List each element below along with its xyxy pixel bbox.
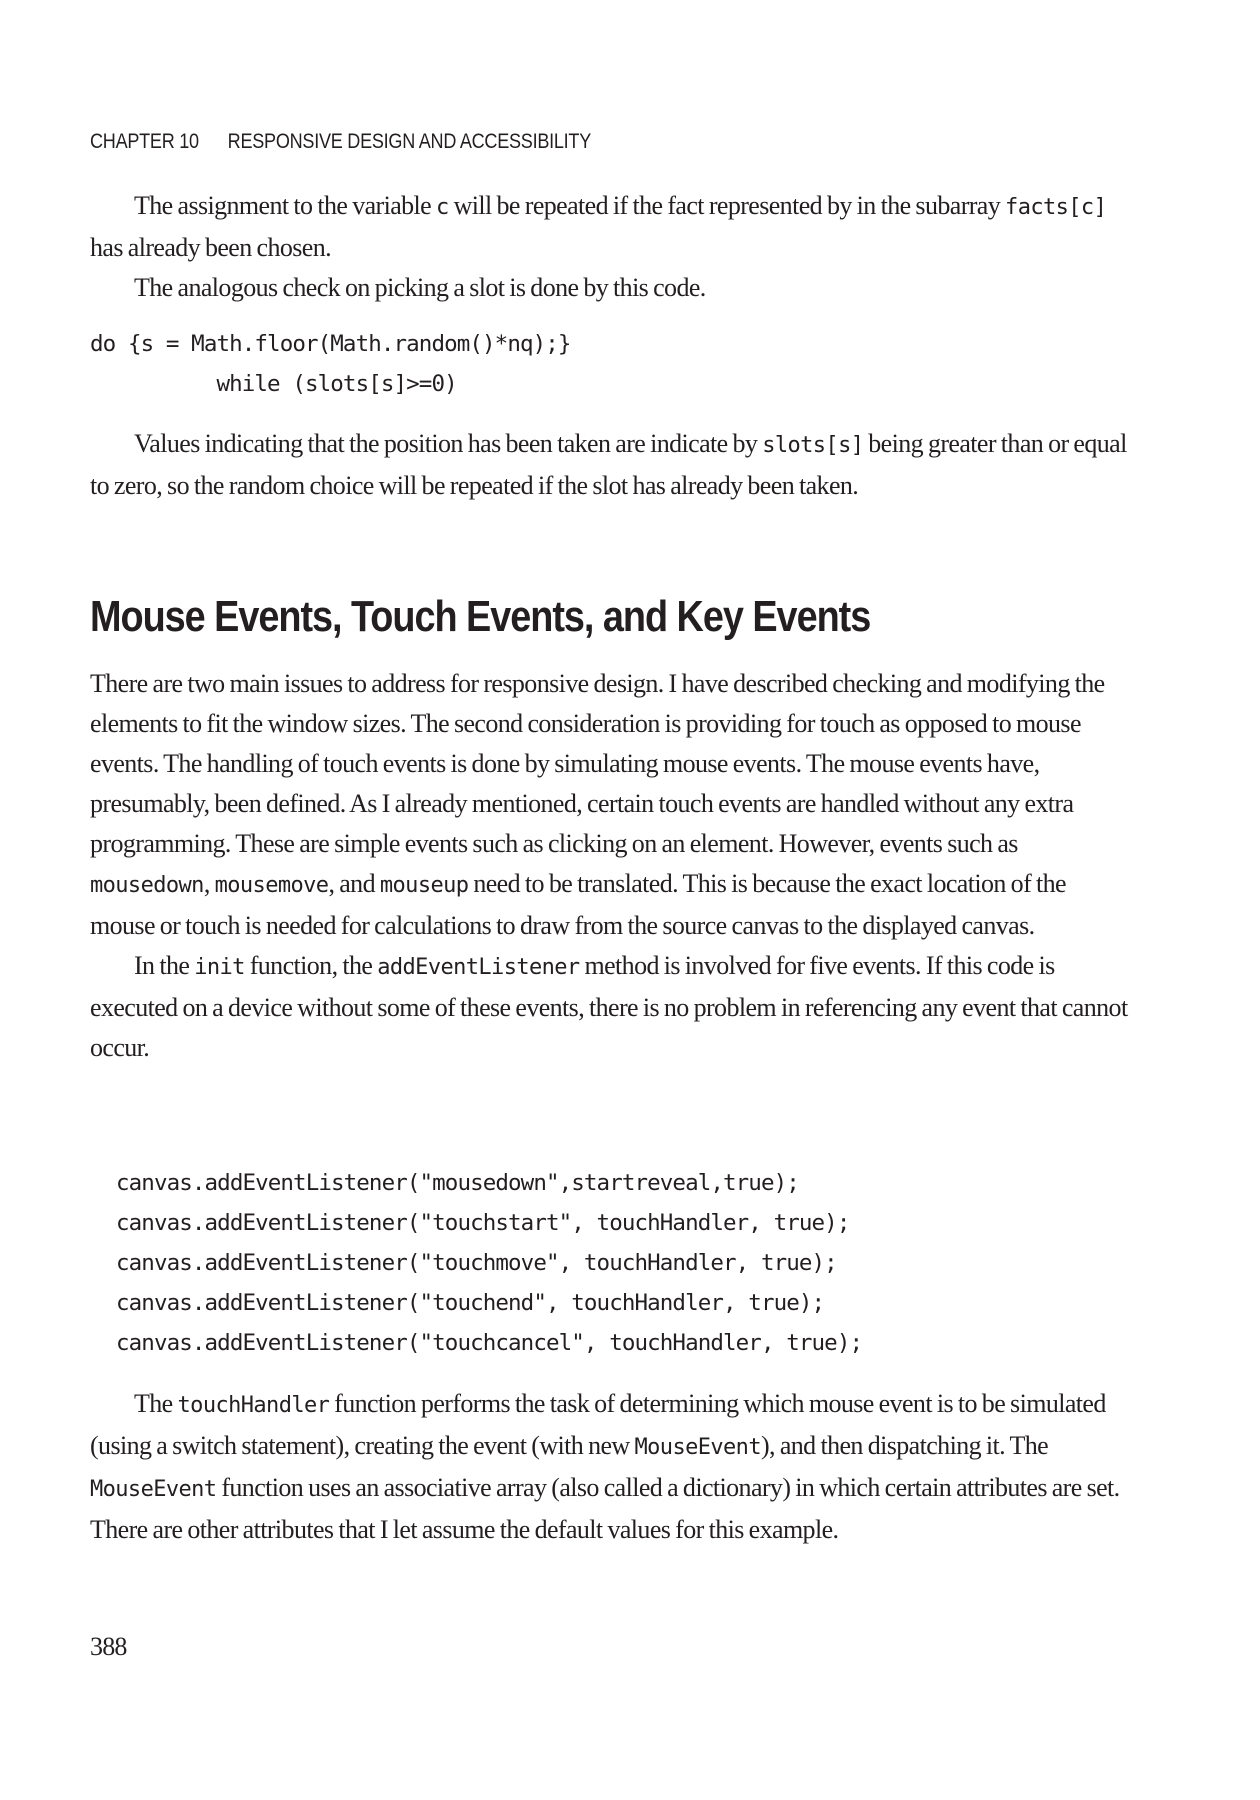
code-line: while (slots[s]>=0): [90, 371, 457, 397]
text: ,: [203, 869, 215, 898]
paragraph-init-function: [90, 946, 1130, 1068]
paragraph-analogous-check: The analogous check on picking a slot is done by this code.: [134, 273, 706, 302]
code-line: canvas.addEventListener("touchmove", touchHandler, true);: [116, 1250, 837, 1276]
inline-code: mousemove: [214, 873, 329, 898]
text: ), and then dispatching it. The: [760, 1431, 1049, 1460]
chapter-label: CHAPTER 10: [90, 130, 199, 153]
code-line: canvas.addEventListener("touchend", touchHandler, true);: [116, 1290, 825, 1316]
code-line: canvas.addEventListener("touchcancel", touchHandler, true);: [116, 1330, 863, 1356]
inline-code: touchHandler: [177, 1393, 330, 1418]
code-line: canvas.addEventListener("mousedown",startreveal,true);: [116, 1170, 799, 1196]
text: The assignment to the variable: [134, 191, 437, 220]
text: has already been chosen.: [90, 233, 332, 262]
section-heading: Mouse Events, Touch Events, and Key Events: [90, 592, 871, 641]
text: Values indicating that the position has been taken are indicate by: [134, 429, 763, 458]
paragraph-values-indicating: [90, 424, 1130, 506]
text: will be repeated if the fact represented by in the subarray: [448, 191, 1006, 220]
section-body: [90, 664, 1130, 1068]
inline-code: facts[c]: [1005, 195, 1107, 220]
text: The: [134, 1389, 178, 1418]
text: being greater than or equal to zero, so the random choice will be repeated if the slot has already been taken.: [90, 429, 1127, 500]
text: In the: [134, 951, 195, 980]
inline-code: MouseEvent: [90, 1477, 217, 1502]
text: function performs the task of determining which mouse event is to be simulated (using a switch statement), creating the event (with new: [90, 1389, 1106, 1460]
inline-code: slots[s]: [762, 433, 864, 458]
running-head: [90, 130, 591, 154]
chapter-title: RESPONSIVE DESIGN AND ACCESSIBILITY: [227, 130, 592, 153]
inline-code: mousedown: [90, 873, 204, 898]
text: need to be translated. This is because the exact location of the mouse or touch is needed for calculations to draw from the source canvas to the displayed canvas.: [90, 869, 1066, 940]
text: There are two main issues to address for responsive design. I have described checking and modifying the elements to fit the window sizes. The second consideration is providing for touch as opposed to mouse events. The handling of touch events is done by simulating mouse events. The mouse events have, presumably, been defined. As I already mentioned, certain touch events are handled without any extra programming. These are simple events such as clicking on an element. However, events such as: [90, 669, 1105, 858]
inline-code: MouseEvent: [634, 1435, 761, 1460]
code-line: do {s = Math.floor(Math.random()*nq);}: [90, 331, 571, 357]
paragraph-assignment: [90, 186, 1130, 268]
text: method is involved for five events. If this code is executed on a device without some of these events, there is no problem in referencing any event that cannot occur.: [90, 951, 1128, 1062]
text: function uses an associative array (also called a dictionary) in which certain attributes are set. There are other attributes that I let assume the default values for this example.: [90, 1473, 1120, 1544]
section-heading-wrap: [90, 592, 1130, 642]
paragraph-touch-handler: [90, 1384, 1130, 1550]
code-block-event-listeners: [116, 1163, 1156, 1363]
code-block-slot-check: [90, 324, 1130, 404]
inline-code: mouseup: [379, 873, 469, 898]
page-number: 388: [90, 1632, 127, 1661]
inline-code: addEventListener: [377, 955, 580, 980]
intro-paragraphs: [90, 186, 1130, 308]
text: , and: [328, 869, 380, 898]
inline-code: c: [436, 195, 449, 220]
text: function, the: [244, 951, 378, 980]
code-line: canvas.addEventListener("touchstart", touchHandler, true);: [116, 1210, 850, 1236]
inline-code: init: [194, 955, 245, 980]
paragraph-two-main-issues: [90, 664, 1130, 946]
